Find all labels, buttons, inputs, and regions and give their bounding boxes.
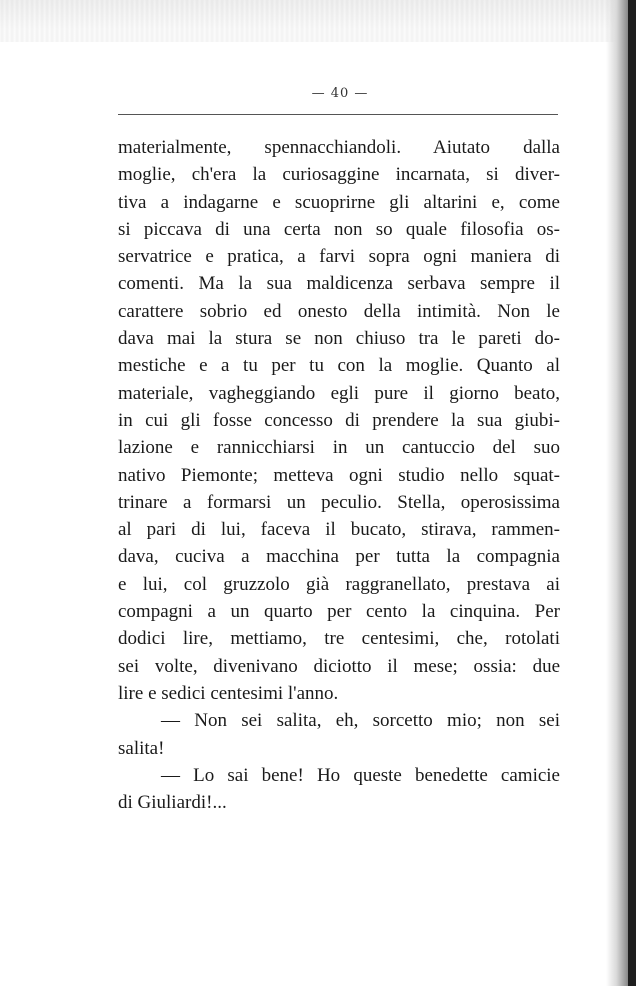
text-line: di Giuliardi!... <box>118 792 227 814</box>
text-line: mestiche e a tu per tu con la moglie. Quanto al <box>118 355 560 377</box>
page-edge-dark <box>628 0 636 986</box>
text-line: e lui, col gruzzolo già raggranellato, prestava ai <box>118 573 560 595</box>
text-line: — Lo sai bene! Ho queste benedette camicie <box>161 764 560 786</box>
text-line: dava mai la stura se non chiuso tra le pareti do- <box>118 328 560 350</box>
text-line: materiale, vagheggiando egli pure il giorno beato, <box>118 382 560 404</box>
text-line: lire e sedici centesimi l'anno. <box>118 682 339 704</box>
header-rule <box>118 114 558 115</box>
text-line: carattere sobrio ed onesto della intimità. Non le <box>118 300 560 322</box>
text-line: nativo Piemonte; metteva ogni studio nello squat- <box>118 464 560 486</box>
text-line: moglie, ch'era la curiosaggine incarnata, si diver- <box>118 164 560 186</box>
text-line: materialmente, spennacchiandoli. Aiutato dalla <box>118 137 560 158</box>
page-number: — 40 — <box>311 86 369 101</box>
text-line: si piccava di una certa non so quale filosofia os- <box>118 218 560 240</box>
text-line: trinare a formarsi un peculio. Stella, operosissima <box>118 491 560 513</box>
text-line: lazione e rannicchiarsi in un cantuccio del suo <box>118 437 560 459</box>
text-line: salita! <box>118 737 165 759</box>
text-line: dava, cuciva a macchina per tutta la compagnia <box>118 546 560 568</box>
text-line: comenti. Ma la sua maldicenza serbava sempre il <box>118 273 560 295</box>
text-line: tiva a indagarne e scuoprirne gli altarini e, come <box>118 191 560 213</box>
text-line: dodici lire, mettiamo, tre centesimi, che, rotolati <box>118 628 560 650</box>
text-line: sei volte, divenivano diciotto il mese; ossia: due <box>118 655 560 677</box>
text-line: compagni a un quarto per cento la cinquina. Per <box>118 601 560 623</box>
text-line: servatrice e pratica, a farvi sopra ogni maniera di <box>118 246 560 268</box>
text-line: in cui gli fosse concesso di prendere la sua giubi- <box>118 409 560 431</box>
text-line: al pari di lui, faceva il bucato, stirava, rammen- <box>118 519 560 541</box>
text-line: — Non sei salita, eh, sorcetto mio; non sei <box>161 710 560 732</box>
body-text <box>118 134 560 816</box>
top-shadow <box>0 0 636 42</box>
